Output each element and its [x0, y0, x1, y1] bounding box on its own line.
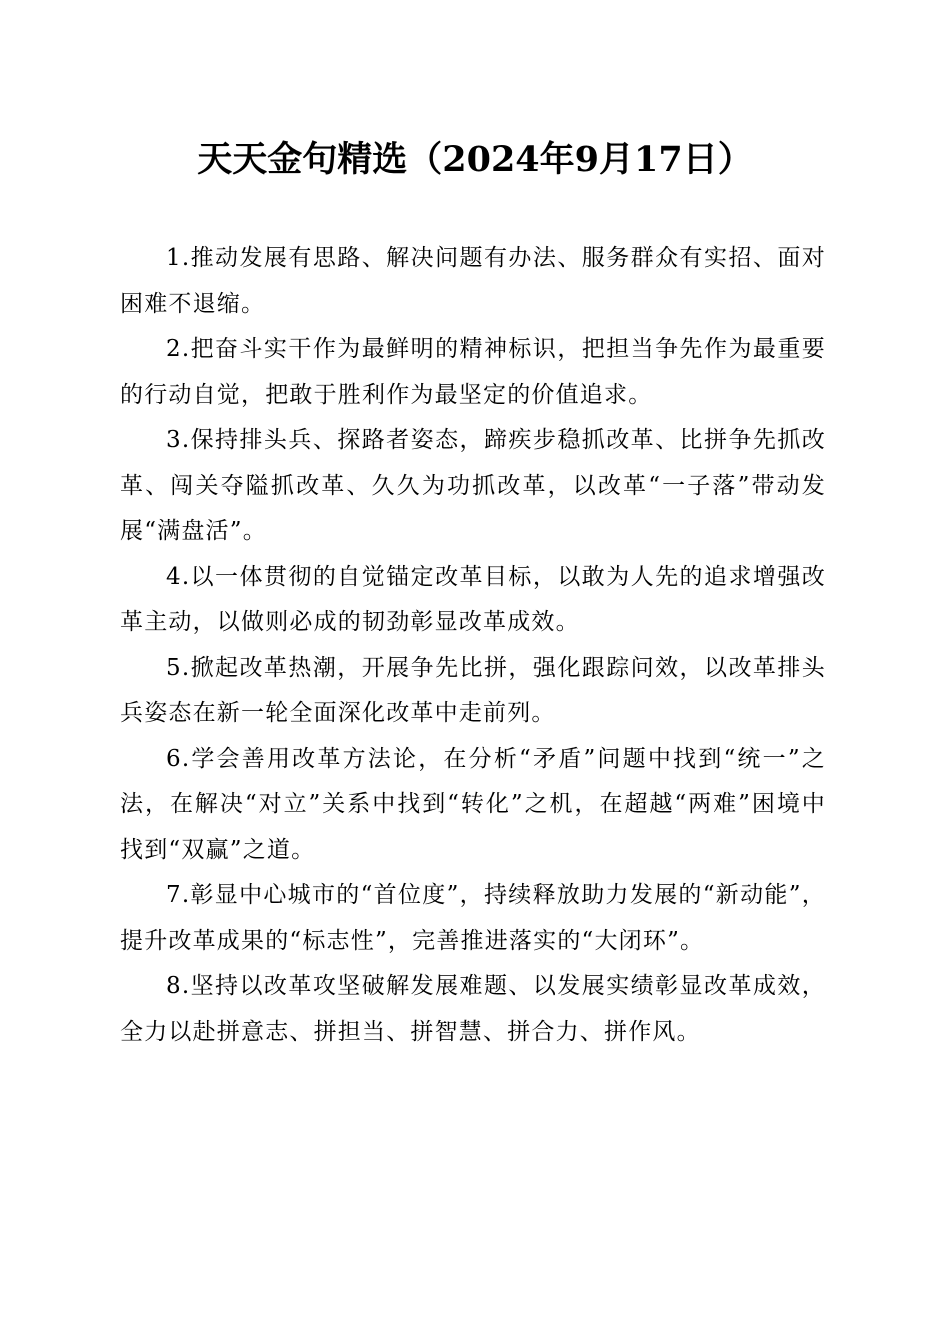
quote-paragraph-6: 6.学会善用改革方法论，在分析“矛盾”问题中找到“统一”之法，在解决“对立”关系中找到“转化”之机，在超越“两难”困境中找到“双赢”之道。 [120, 745, 826, 863]
quote-paragraph-8: 8.坚持以改革攻坚破解发展难题、以发展实绩彰显改革成效，全力以赴拼意志、拼担当、拼智慧、拼合力、拼作风。 [120, 973, 826, 1045]
quote-paragraph-1: 1.推动发展有思路、解决问题有办法、服务群众有实招、面对困难不退缩。 [120, 245, 826, 317]
document-title: 天天金句精选（2024年9月17日） [197, 139, 753, 180]
quote-paragraph-3: 3.保持排头兵、探路者姿态，蹄疾步稳抓改革、比拼争先抓改革、闯关夺隘抓改革、久久为功抓改革，以改革“一子落”带动发展“满盘活”。 [120, 427, 826, 544]
document-body [120, 236, 826, 1055]
quote-paragraph-2: 2.把奋斗实干作为最鲜明的精神标识，把担当争先作为最重要的行动自觉，把敢于胜利作为最坚定的价值追求。 [120, 336, 826, 408]
quote-paragraph-7: 7.彰显中心城市的“首位度”，持续释放助力发展的“新动能”，提升改革成果的“标志性”，完善推进落实的“大闭环”。 [120, 882, 826, 954]
quote-paragraph-4: 4.以一体贯彻的自觉锚定改革目标，以敢为人先的追求增强改革主动，以做则必成的韧劲彰显改革成效。 [120, 563, 826, 635]
quote-paragraph-5: 5.掀起改革热潮，开展争先比拼，强化跟踪问效，以改革排头兵姿态在新一轮全面深化改革中走前列。 [120, 654, 826, 726]
